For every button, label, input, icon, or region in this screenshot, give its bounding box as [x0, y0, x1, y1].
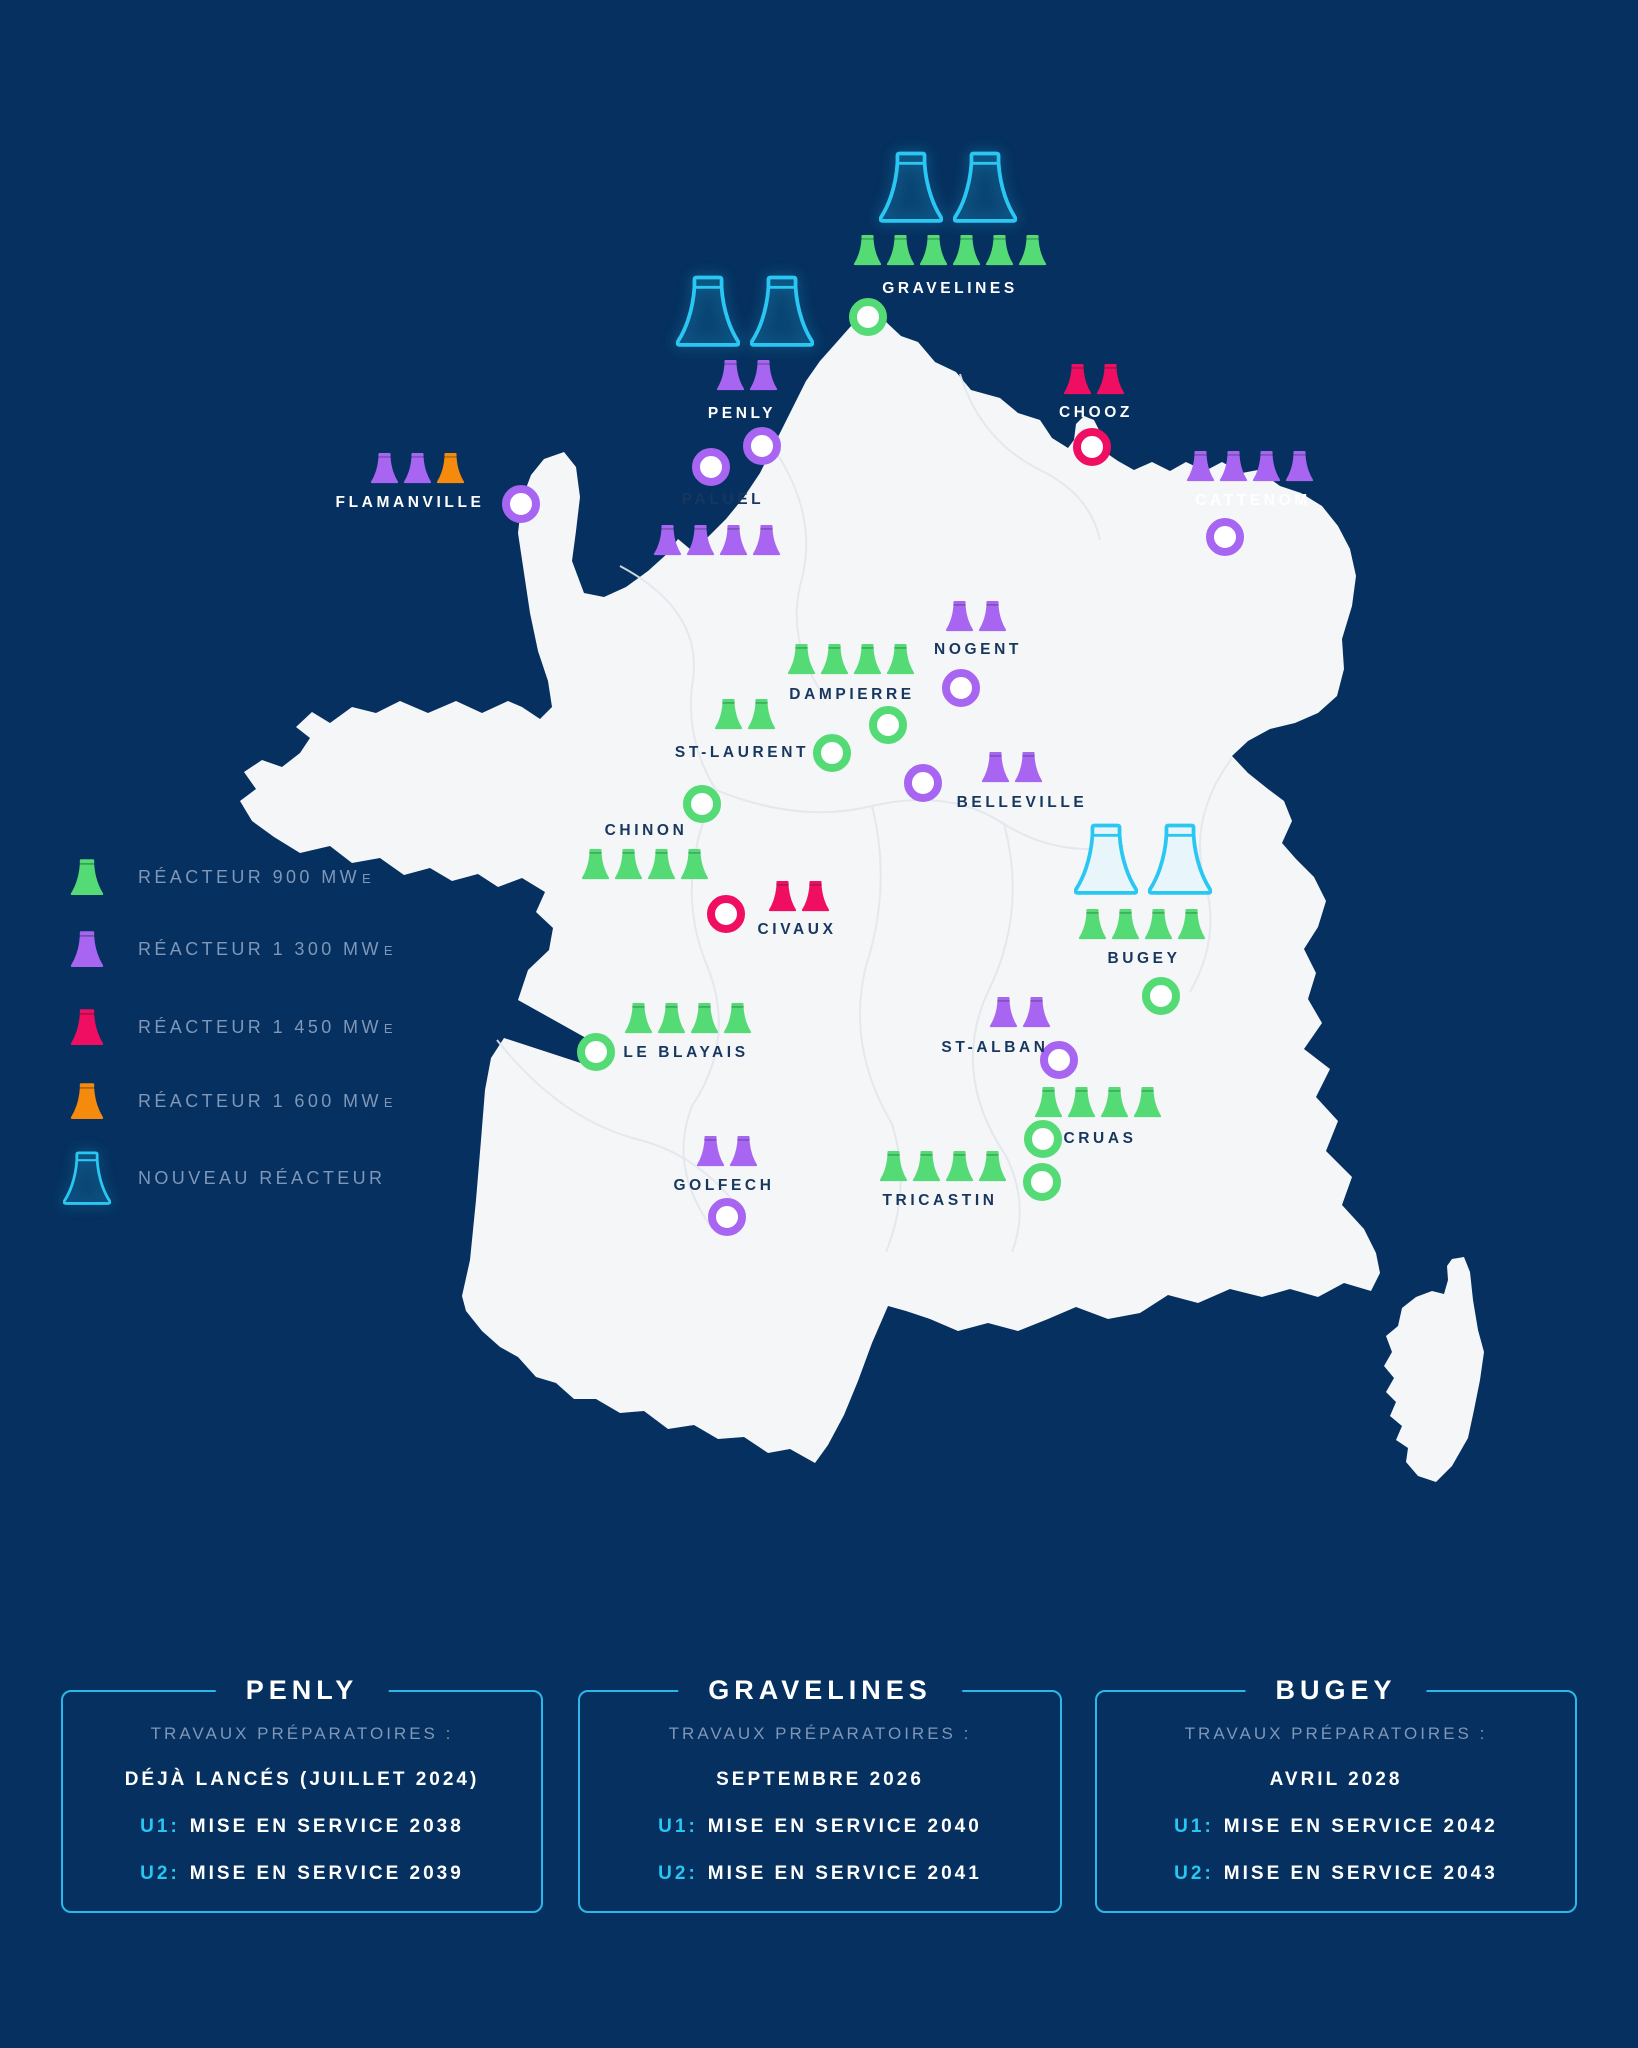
card-gravelines	[578, 1675, 1062, 1913]
site-label-civaux: CIVAUX	[757, 921, 837, 938]
reactor-towers-le-blayais	[624, 1002, 752, 1034]
corsica	[1384, 1257, 1484, 1482]
reactor-1300-icon	[1014, 751, 1043, 783]
reactor-900-icon	[886, 643, 915, 675]
site-marker-cattenom	[1206, 518, 1244, 556]
site-marker-tricastin	[1023, 1163, 1061, 1201]
reactor-900-icon	[879, 1150, 908, 1182]
reactor-1300-icon	[1219, 450, 1248, 482]
legend-label: RÉACTEUR 1 450 MW	[138, 1016, 382, 1037]
reactor-towers-paluel	[653, 524, 781, 556]
unit-1-row: U1: MISE EN SERVICE 2038	[140, 1816, 464, 1837]
reactor-900-icon	[919, 234, 948, 266]
card-title: BUGEY	[1245, 1675, 1426, 1706]
reactor-900-icon	[647, 848, 676, 880]
reactor-1600-icon	[62, 1082, 112, 1120]
reactor-1300-icon	[686, 524, 715, 556]
unit-1-row: U1: MISE EN SERVICE 2042	[1174, 1816, 1498, 1837]
reactor-towers-chooz	[1063, 363, 1125, 395]
site-label-nogent: NOGENT	[934, 641, 1022, 658]
prep-label: TRAVAUX PRÉPARATOIRES :	[1184, 1724, 1488, 1743]
reactor-900-icon	[853, 234, 882, 266]
site-marker-chinon	[683, 785, 721, 823]
legend-item-1300: RÉACTEUR 1 300 MW E	[62, 930, 395, 968]
reactor-1300-icon	[1186, 450, 1215, 482]
new-reactor-icon	[62, 1150, 112, 1206]
reactor-towers-chinon	[581, 848, 709, 880]
reactor-900-icon	[1018, 234, 1047, 266]
site-marker-dampierre	[869, 706, 907, 744]
reactor-1300-icon	[1252, 450, 1281, 482]
reactor-900-icon	[624, 1002, 653, 1034]
reactor-1300-icon	[978, 600, 1007, 632]
new-reactor-towers-penly	[676, 275, 814, 347]
reactor-900-icon	[1144, 908, 1173, 940]
legend-label: RÉACTEUR 900 MW	[138, 866, 361, 887]
site-label-dampierre: DAMPIERRE	[789, 686, 915, 703]
reactor-towers-flamanville	[370, 452, 465, 484]
reactor-900-icon	[912, 1150, 941, 1182]
reactor-900-icon	[680, 848, 709, 880]
reactor-1450-icon	[801, 880, 830, 912]
legend-label: RÉACTEUR 1 300 MW	[138, 938, 382, 959]
site-label-chooz: CHOOZ	[1059, 404, 1133, 421]
legend-item-900: RÉACTEUR 900 MW E	[62, 858, 373, 896]
site-label-le-blayais: LE BLAYAIS	[623, 1044, 749, 1061]
site-marker-nogent	[942, 669, 980, 707]
reactor-towers-cruas	[1034, 1086, 1162, 1118]
reactor-900-icon	[1067, 1086, 1096, 1118]
site-marker-st-laurent	[813, 734, 851, 772]
reactor-1600-icon	[436, 452, 465, 484]
site-marker-belleville	[904, 764, 942, 802]
reactor-900-icon	[690, 1002, 719, 1034]
new-reactor-towers-bugey	[1074, 823, 1212, 895]
prep-value: AVRIL 2028	[1269, 1769, 1403, 1790]
prep-value: SEPTEMBRE 2026	[716, 1769, 924, 1790]
reactor-900-icon	[787, 643, 816, 675]
new-reactor-icon	[953, 151, 1017, 223]
reactor-900-icon	[1034, 1086, 1063, 1118]
reactor-towers-belleville	[981, 751, 1043, 783]
site-marker-cruas	[1024, 1120, 1062, 1158]
unit-2-row: U2: MISE EN SERVICE 2041	[658, 1863, 982, 1884]
reactor-towers-st-alban	[989, 996, 1051, 1028]
reactor-1300-icon	[729, 1135, 758, 1167]
site-label-flamanville: FLAMANVILLE	[335, 494, 485, 511]
reactor-900-icon	[1078, 908, 1107, 940]
new-reactor-icon	[1148, 823, 1212, 895]
site-label-paluel: PALUEL	[681, 491, 765, 508]
reactor-1450-icon	[1096, 363, 1125, 395]
reactor-towers-gravelines	[853, 234, 1047, 266]
site-marker-le-blayais	[577, 1033, 615, 1071]
reactor-900-icon	[985, 234, 1014, 266]
new-reactor-towers-gravelines	[879, 151, 1017, 223]
site-label-cattenom: CATTENOM	[1195, 492, 1311, 509]
reactor-900-icon	[952, 234, 981, 266]
reactor-1300-icon	[752, 524, 781, 556]
new-reactor-icon	[750, 275, 814, 347]
reactor-1300-icon	[696, 1135, 725, 1167]
reactor-towers-dampierre	[787, 643, 915, 675]
prep-label: TRAVAUX PRÉPARATOIRES :	[668, 1724, 972, 1743]
reactor-1300-icon	[62, 930, 112, 968]
reactor-900-icon	[1133, 1086, 1162, 1118]
legend-item-1600: RÉACTEUR 1 600 MW E	[62, 1082, 395, 1120]
reactor-1300-icon	[749, 359, 778, 391]
site-marker-penly	[743, 427, 781, 465]
site-label-st-alban: ST-ALBAN	[941, 1039, 1049, 1056]
site-label-bugey: BUGEY	[1107, 950, 1181, 967]
reactor-1300-icon	[1285, 450, 1314, 482]
card-title: GRAVELINES	[678, 1675, 962, 1706]
reactor-1300-icon	[403, 452, 432, 484]
reactor-towers-st-laurent	[714, 698, 776, 730]
reactor-900-icon	[62, 858, 112, 896]
site-label-gravelines: GRAVELINES	[882, 280, 1018, 297]
reactor-towers-penly	[716, 359, 778, 391]
legend-label: RÉACTEUR 1 600 MW	[138, 1090, 382, 1111]
site-marker-golfech	[708, 1198, 746, 1236]
reactor-1300-icon	[719, 524, 748, 556]
new-reactor-icon	[1074, 823, 1138, 895]
reactor-900-icon	[1177, 908, 1206, 940]
reactor-towers-golfech	[696, 1135, 758, 1167]
site-marker-paluel	[692, 448, 730, 486]
reactor-towers-bugey	[1078, 908, 1206, 940]
reactor-towers-civaux	[768, 880, 830, 912]
reactor-towers-cattenom	[1186, 450, 1314, 482]
unit-2-row: U2: MISE EN SERVICE 2039	[140, 1863, 464, 1884]
reactor-900-icon	[614, 848, 643, 880]
site-label-penly: PENLY	[707, 405, 777, 422]
reactor-1300-icon	[653, 524, 682, 556]
site-marker-civaux	[707, 895, 745, 933]
reactor-900-icon	[723, 1002, 752, 1034]
reactor-900-icon	[886, 234, 915, 266]
site-marker-flamanville	[502, 485, 540, 523]
reactor-1300-icon	[1022, 996, 1051, 1028]
reactor-1300-icon	[716, 359, 745, 391]
reactor-1300-icon	[989, 996, 1018, 1028]
prep-value: DÉJÀ LANCÉS (JUILLET 2024)	[124, 1769, 480, 1790]
new-reactor-icon	[676, 275, 740, 347]
reactor-1450-icon	[62, 1008, 112, 1046]
site-label-golfech: GOLFECH	[673, 1177, 775, 1194]
reactor-900-icon	[853, 643, 882, 675]
unit-2-row: U2: MISE EN SERVICE 2043	[1174, 1863, 1498, 1884]
reactor-1300-icon	[945, 600, 974, 632]
legend-item-new	[62, 1150, 385, 1206]
card-title: PENLY	[216, 1675, 389, 1706]
site-marker-bugey	[1142, 977, 1180, 1015]
reactor-900-icon	[978, 1150, 1007, 1182]
site-label-tricastin: TRICASTIN	[882, 1192, 998, 1209]
legend-label: NOUVEAU RÉACTEUR	[138, 1167, 386, 1188]
reactor-900-icon	[581, 848, 610, 880]
reactor-900-icon	[747, 698, 776, 730]
reactor-900-icon	[1100, 1086, 1129, 1118]
reactor-1300-icon	[981, 751, 1010, 783]
card-bugey	[1095, 1675, 1577, 1913]
reactor-900-icon	[945, 1150, 974, 1182]
reactor-900-icon	[820, 643, 849, 675]
site-label-chinon: CHINON	[604, 822, 688, 839]
unit-1-row: U1: MISE EN SERVICE 2040	[658, 1816, 982, 1837]
card-penly	[61, 1675, 543, 1913]
reactor-900-icon	[657, 1002, 686, 1034]
reactor-900-icon	[714, 698, 743, 730]
site-marker-chooz	[1073, 428, 1111, 466]
site-marker-gravelines	[849, 298, 887, 336]
prep-label: TRAVAUX PRÉPARATOIRES :	[150, 1724, 454, 1743]
reactor-1300-icon	[370, 452, 399, 484]
legend-item-1450: RÉACTEUR 1 450 MW E	[62, 1008, 395, 1046]
reactor-1450-icon	[1063, 363, 1092, 395]
reactor-towers-tricastin	[879, 1150, 1007, 1182]
site-label-cruas: CRUAS	[1063, 1130, 1137, 1147]
reactor-towers-nogent	[945, 600, 1007, 632]
site-label-st-laurent: ST-LAURENT	[674, 744, 810, 761]
reactor-900-icon	[1111, 908, 1140, 940]
new-reactor-icon	[879, 151, 943, 223]
reactor-1450-icon	[768, 880, 797, 912]
site-label-belleville: BELLEVILLE	[956, 794, 1088, 811]
